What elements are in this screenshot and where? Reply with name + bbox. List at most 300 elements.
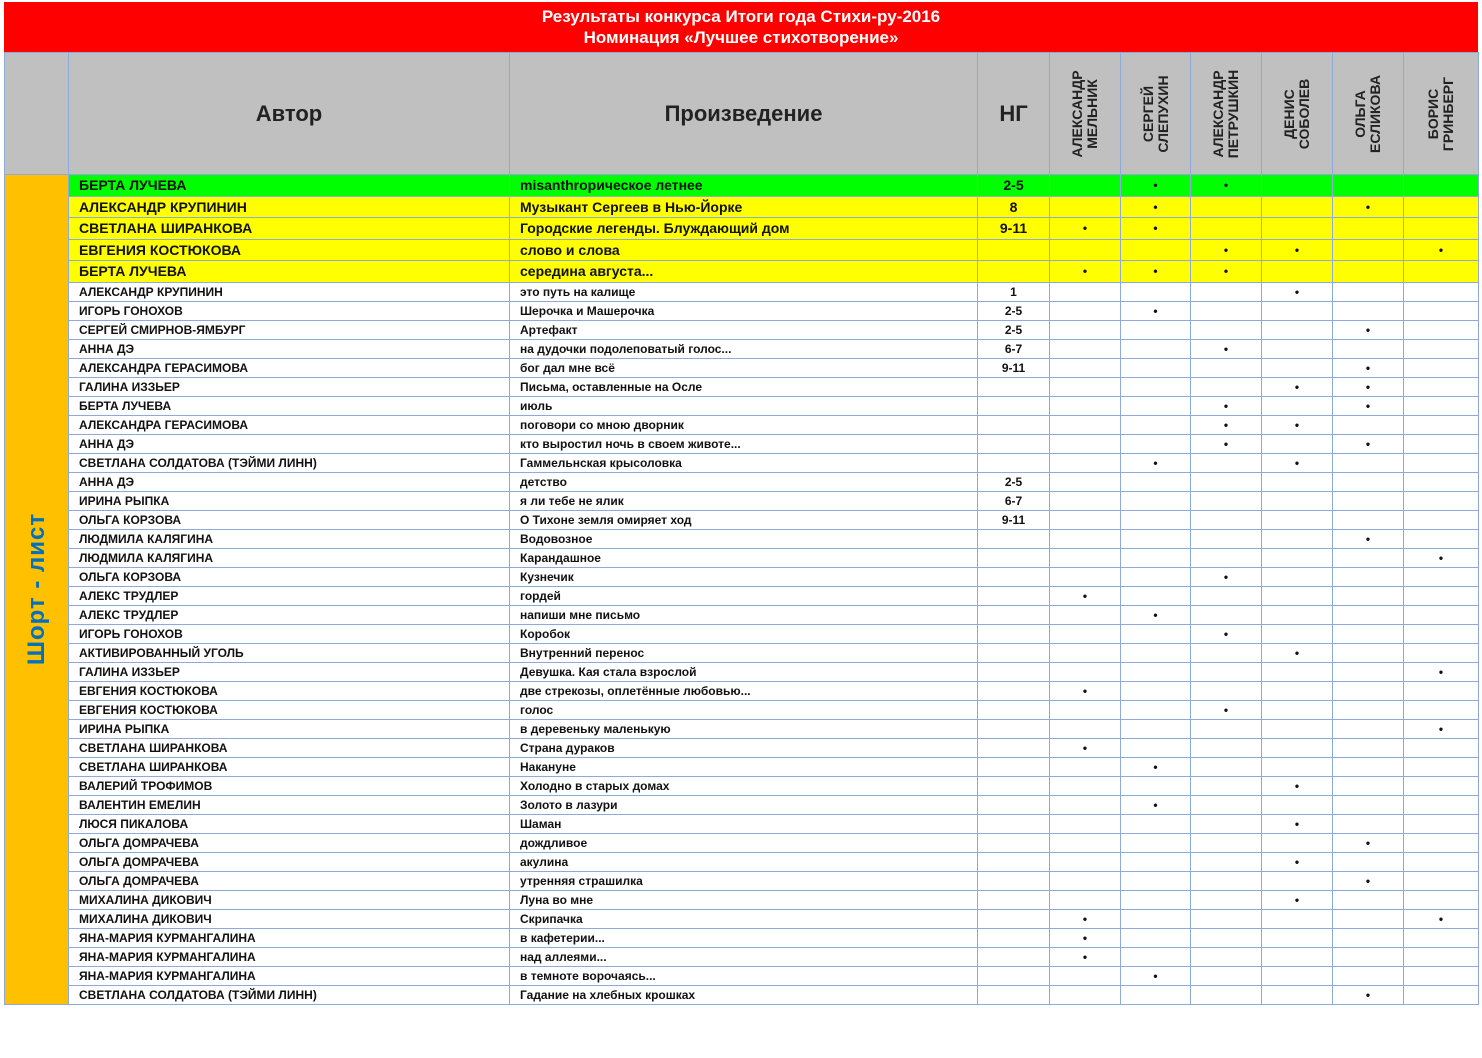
vote-cell-judge-2: •	[1121, 795, 1191, 814]
vote-cell-judge-1	[1050, 871, 1121, 890]
vote-cell-judge-3	[1191, 719, 1262, 738]
vote-cell-judge-5	[1333, 643, 1404, 662]
vote-cell-judge-6	[1404, 491, 1479, 510]
vote-cell-judge-3: •	[1191, 175, 1262, 197]
ng-cell	[978, 548, 1050, 567]
ng-cell	[978, 928, 1050, 947]
vote-cell-judge-2	[1121, 624, 1191, 643]
table-row	[5, 605, 1479, 624]
work-cell: Гаммельнская крысоловка	[510, 453, 978, 472]
table-row	[5, 719, 1479, 738]
work-cell: Луна во мне	[510, 890, 978, 909]
vote-cell-judge-5: •	[1333, 871, 1404, 890]
vote-cell-judge-6	[1404, 453, 1479, 472]
vote-cell-judge-2	[1121, 529, 1191, 548]
ng-cell	[978, 261, 1050, 283]
vote-cell-judge-5	[1333, 700, 1404, 719]
work-cell: Страна дураков	[510, 738, 978, 757]
author-cell: АННА ДЭ	[69, 434, 510, 453]
vote-cell-judge-1	[1050, 548, 1121, 567]
vote-cell-judge-1	[1050, 719, 1121, 738]
vote-cell-judge-4	[1262, 757, 1333, 776]
vote-cell-judge-4: •	[1262, 852, 1333, 871]
ng-cell	[978, 396, 1050, 415]
vote-cell-judge-6	[1404, 339, 1479, 358]
judge-6-last: ГРИНБЕРГ	[1440, 76, 1456, 151]
vote-cell-judge-1	[1050, 510, 1121, 529]
vote-cell-judge-1	[1050, 239, 1121, 261]
author-cell: ИГОРЬ ГОНОХОВ	[69, 301, 510, 320]
vote-cell-judge-2: •	[1121, 966, 1191, 985]
vote-cell-judge-6	[1404, 852, 1479, 871]
vote-cell-judge-3	[1191, 909, 1262, 928]
vote-cell-judge-3	[1191, 890, 1262, 909]
vote-cell-judge-2: •	[1121, 757, 1191, 776]
vote-cell-judge-4	[1262, 548, 1333, 567]
vote-cell-judge-3	[1191, 643, 1262, 662]
table-row	[5, 586, 1479, 605]
vote-cell-judge-6	[1404, 358, 1479, 377]
table-row	[5, 510, 1479, 529]
vote-cell-judge-1	[1050, 833, 1121, 852]
vote-cell-judge-5	[1333, 795, 1404, 814]
vote-cell-judge-5	[1333, 719, 1404, 738]
work-cell: Холодно в старых домах	[510, 776, 978, 795]
author-cell: ОЛЬГА ДОМРАЧЕВА	[69, 833, 510, 852]
vote-cell-judge-6	[1404, 928, 1479, 947]
vote-cell-judge-4	[1262, 738, 1333, 757]
vote-cell-judge-2	[1121, 738, 1191, 757]
vote-cell-judge-6	[1404, 282, 1479, 301]
vote-cell-judge-6	[1404, 947, 1479, 966]
vote-cell-judge-6	[1404, 261, 1479, 283]
table-row	[5, 548, 1479, 567]
work-cell: слово и слова	[510, 239, 978, 261]
work-cell: на дудочки подолеповатый голос...	[510, 339, 978, 358]
work-cell: Водовозное	[510, 529, 978, 548]
vote-cell-judge-2	[1121, 928, 1191, 947]
vote-cell-judge-3	[1191, 985, 1262, 1004]
author-cell: ВАЛЕРИЙ ТРОФИМОВ	[69, 776, 510, 795]
table-row	[5, 491, 1479, 510]
vote-cell-judge-1	[1050, 529, 1121, 548]
ng-cell	[978, 814, 1050, 833]
ng-cell: 9-11	[978, 510, 1050, 529]
vote-cell-judge-1	[1050, 852, 1121, 871]
vote-cell-judge-3: •	[1191, 434, 1262, 453]
work-cell: я ли тебе не ялик	[510, 491, 978, 510]
ng-cell: 9-11	[978, 358, 1050, 377]
author-cell: ОЛЬГА ДОМРАЧЕВА	[69, 852, 510, 871]
ng-cell: 2-5	[978, 320, 1050, 339]
vote-cell-judge-6: •	[1404, 719, 1479, 738]
vote-cell-judge-1	[1050, 175, 1121, 197]
vote-cell-judge-3	[1191, 453, 1262, 472]
vote-cell-judge-6	[1404, 700, 1479, 719]
author-cell: СВЕТЛАНА ШИРАНКОВА	[69, 738, 510, 757]
vote-cell-judge-1: •	[1050, 738, 1121, 757]
vote-cell-judge-4	[1262, 586, 1333, 605]
work-cell: Накануне	[510, 757, 978, 776]
table-row	[5, 472, 1479, 491]
vote-cell-judge-1	[1050, 415, 1121, 434]
vote-cell-judge-6	[1404, 681, 1479, 700]
vote-cell-judge-4	[1262, 662, 1333, 681]
vote-cell-judge-3	[1191, 377, 1262, 396]
vote-cell-judge-3	[1191, 947, 1262, 966]
vote-cell-judge-5	[1333, 757, 1404, 776]
judge-6-first: БОРИС	[1425, 88, 1441, 139]
vote-cell-judge-1	[1050, 985, 1121, 1004]
table-row	[5, 700, 1479, 719]
work-cell: детство	[510, 472, 978, 491]
table-row	[5, 643, 1479, 662]
author-cell: АННА ДЭ	[69, 339, 510, 358]
vote-cell-judge-3	[1191, 586, 1262, 605]
vote-cell-judge-5	[1333, 624, 1404, 643]
vote-cell-judge-3	[1191, 795, 1262, 814]
vote-cell-judge-4: •	[1262, 239, 1333, 261]
table-row	[5, 301, 1479, 320]
vote-cell-judge-5	[1333, 909, 1404, 928]
vote-cell-judge-4	[1262, 396, 1333, 415]
vote-cell-judge-5	[1333, 776, 1404, 795]
vote-cell-judge-5	[1333, 453, 1404, 472]
vote-cell-judge-3	[1191, 738, 1262, 757]
table-row	[5, 662, 1479, 681]
vote-cell-judge-4	[1262, 909, 1333, 928]
vote-cell-judge-6	[1404, 175, 1479, 197]
vote-cell-judge-3	[1191, 301, 1262, 320]
vote-cell-judge-1	[1050, 453, 1121, 472]
vote-cell-judge-5	[1333, 491, 1404, 510]
table-row	[5, 239, 1479, 261]
vote-cell-judge-5	[1333, 738, 1404, 757]
table-row	[5, 757, 1479, 776]
vote-cell-judge-4	[1262, 700, 1333, 719]
table-row	[5, 377, 1479, 396]
work-cell: Скрипачка	[510, 909, 978, 928]
work-cell: напиши мне письмо	[510, 605, 978, 624]
vote-cell-judge-6	[1404, 196, 1479, 218]
vote-cell-judge-3	[1191, 510, 1262, 529]
author-cell: ОЛЬГА ДОМРАЧЕВА	[69, 871, 510, 890]
author-cell: ЕВГЕНИЯ КОСТЮКОВА	[69, 681, 510, 700]
vote-cell-judge-2	[1121, 662, 1191, 681]
table-row	[5, 320, 1479, 339]
vote-cell-judge-5: •	[1333, 529, 1404, 548]
vote-cell-judge-4	[1262, 218, 1333, 240]
vote-cell-judge-2	[1121, 890, 1191, 909]
work-cell: в деревеньку маленькую	[510, 719, 978, 738]
ng-cell: 8	[978, 196, 1050, 218]
vote-cell-judge-2	[1121, 434, 1191, 453]
vote-cell-judge-2	[1121, 320, 1191, 339]
vote-cell-judge-1	[1050, 282, 1121, 301]
author-cell: АННА ДЭ	[69, 472, 510, 491]
vote-cell-judge-6	[1404, 776, 1479, 795]
vote-cell-judge-5	[1333, 282, 1404, 301]
ng-cell	[978, 795, 1050, 814]
work-cell: поговори со мною дворник	[510, 415, 978, 434]
vote-cell-judge-5	[1333, 852, 1404, 871]
judge-4-first: ДЕНИС	[1281, 88, 1297, 139]
vote-cell-judge-1: •	[1050, 909, 1121, 928]
ng-cell	[978, 662, 1050, 681]
vote-cell-judge-5	[1333, 966, 1404, 985]
work-cell: акулина	[510, 852, 978, 871]
shortlist-label-text: Шорт - лист	[22, 513, 50, 666]
vote-cell-judge-1	[1050, 434, 1121, 453]
vote-cell-judge-2	[1121, 681, 1191, 700]
table-row	[5, 814, 1479, 833]
vote-cell-judge-5	[1333, 261, 1404, 283]
author-cell: СВЕТЛАНА СОЛДАТОВА (ТЭЙМИ ЛИНН)	[69, 453, 510, 472]
title-banner	[4, 2, 1478, 52]
ng-cell	[978, 377, 1050, 396]
vote-cell-judge-5	[1333, 814, 1404, 833]
author-cell: ИРИНА РЫПКА	[69, 491, 510, 510]
vote-cell-judge-4	[1262, 196, 1333, 218]
ng-cell: 1	[978, 282, 1050, 301]
vote-cell-judge-2	[1121, 377, 1191, 396]
vote-cell-judge-4	[1262, 358, 1333, 377]
vote-cell-judge-6	[1404, 529, 1479, 548]
vote-cell-judge-5	[1333, 890, 1404, 909]
vote-cell-judge-2	[1121, 339, 1191, 358]
vote-cell-judge-6: •	[1404, 548, 1479, 567]
vote-cell-judge-6	[1404, 795, 1479, 814]
vote-cell-judge-3: •	[1191, 415, 1262, 434]
vote-cell-judge-2	[1121, 491, 1191, 510]
vote-cell-judge-3: •	[1191, 700, 1262, 719]
vote-cell-judge-5	[1333, 605, 1404, 624]
vote-cell-judge-5	[1333, 928, 1404, 947]
vote-cell-judge-2: •	[1121, 301, 1191, 320]
author-cell: ЕВГЕНИЯ КОСТЮКОВА	[69, 239, 510, 261]
vote-cell-judge-6	[1404, 757, 1479, 776]
vote-cell-judge-5	[1333, 218, 1404, 240]
vote-cell-judge-3	[1191, 320, 1262, 339]
author-cell: ЯНА-МАРИЯ КУРМАНГАЛИНА	[69, 966, 510, 985]
ng-cell: 2-5	[978, 472, 1050, 491]
vote-cell-judge-2	[1121, 909, 1191, 928]
vote-cell-judge-5	[1333, 415, 1404, 434]
work-cell: Городские легенды. Блуждающий дом	[510, 218, 978, 240]
vote-cell-judge-3: •	[1191, 339, 1262, 358]
vote-cell-judge-2: •	[1121, 261, 1191, 283]
vote-cell-judge-6	[1404, 738, 1479, 757]
vote-cell-judge-3	[1191, 757, 1262, 776]
judge-4-last: СОБОЛЕВ	[1296, 78, 1312, 149]
vote-cell-judge-3	[1191, 871, 1262, 890]
vote-cell-judge-2	[1121, 510, 1191, 529]
header-ng: НГ	[978, 53, 1050, 175]
vote-cell-judge-3	[1191, 928, 1262, 947]
author-cell: ЕВГЕНИЯ КОСТЮКОВА	[69, 700, 510, 719]
judge-1-first: АЛЕКСАНДР	[1069, 69, 1085, 158]
work-cell: две стрекозы, оплетённые любовью...	[510, 681, 978, 700]
work-cell: Шерочка и Машерочка	[510, 301, 978, 320]
vote-cell-judge-5: •	[1333, 320, 1404, 339]
vote-cell-judge-4	[1262, 434, 1333, 453]
vote-cell-judge-4	[1262, 529, 1333, 548]
vote-cell-judge-3	[1191, 218, 1262, 240]
header-row	[5, 53, 1479, 175]
work-cell: июль	[510, 396, 978, 415]
vote-cell-judge-4	[1262, 320, 1333, 339]
vote-cell-judge-5: •	[1333, 377, 1404, 396]
title-line-1: Результаты конкурса Итоги года Стихи-ру-2016	[541, 7, 941, 26]
work-cell: это путь на калище	[510, 282, 978, 301]
author-cell: АКТИВИРОВАННЫЙ УГОЛЬ	[69, 643, 510, 662]
vote-cell-judge-3	[1191, 776, 1262, 795]
vote-cell-judge-1: •	[1050, 928, 1121, 947]
vote-cell-judge-6	[1404, 624, 1479, 643]
vote-cell-judge-6	[1404, 890, 1479, 909]
vote-cell-judge-3	[1191, 662, 1262, 681]
table-row	[5, 890, 1479, 909]
vote-cell-judge-6: •	[1404, 662, 1479, 681]
vote-cell-judge-4	[1262, 491, 1333, 510]
ng-cell	[978, 529, 1050, 548]
vote-cell-judge-6	[1404, 814, 1479, 833]
vote-cell-judge-6	[1404, 966, 1479, 985]
judge-3-first: АЛЕКСАНДР	[1210, 69, 1226, 158]
vote-cell-judge-2	[1121, 871, 1191, 890]
table-row	[5, 681, 1479, 700]
vote-cell-judge-2	[1121, 985, 1191, 1004]
vote-cell-judge-3	[1191, 529, 1262, 548]
author-cell: БЕРТА ЛУЧЕВА	[69, 396, 510, 415]
vote-cell-judge-1	[1050, 320, 1121, 339]
vote-cell-judge-1	[1050, 339, 1121, 358]
ng-cell	[978, 643, 1050, 662]
vote-cell-judge-1	[1050, 624, 1121, 643]
vote-cell-judge-4	[1262, 605, 1333, 624]
vote-cell-judge-3	[1191, 472, 1262, 491]
ng-cell	[978, 776, 1050, 795]
vote-cell-judge-6	[1404, 510, 1479, 529]
vote-cell-judge-1: •	[1050, 947, 1121, 966]
vote-cell-judge-4	[1262, 947, 1333, 966]
vote-cell-judge-5	[1333, 472, 1404, 491]
ng-cell	[978, 567, 1050, 586]
vote-cell-judge-5	[1333, 567, 1404, 586]
table-row	[5, 833, 1479, 852]
table-row	[5, 339, 1479, 358]
work-cell: в темноте ворочаясь...	[510, 966, 978, 985]
vote-cell-judge-1: •	[1050, 586, 1121, 605]
vote-cell-judge-3	[1191, 282, 1262, 301]
work-cell: утренняя страшилка	[510, 871, 978, 890]
vote-cell-judge-6	[1404, 415, 1479, 434]
vote-cell-judge-1	[1050, 567, 1121, 586]
author-cell: СВЕТЛАНА СОЛДАТОВА (ТЭЙМИ ЛИНН)	[69, 985, 510, 1004]
ng-cell	[978, 871, 1050, 890]
table-row	[5, 434, 1479, 453]
vote-cell-judge-6	[1404, 377, 1479, 396]
vote-cell-judge-4	[1262, 624, 1333, 643]
work-cell: бог дал мне всё	[510, 358, 978, 377]
ng-cell: 9-11	[978, 218, 1050, 240]
vote-cell-judge-2	[1121, 719, 1191, 738]
header-judge-1	[1050, 53, 1121, 175]
vote-cell-judge-5	[1333, 239, 1404, 261]
vote-cell-judge-4: •	[1262, 643, 1333, 662]
vote-cell-judge-1	[1050, 643, 1121, 662]
vote-cell-judge-3: •	[1191, 567, 1262, 586]
vote-cell-judge-6	[1404, 434, 1479, 453]
vote-cell-judge-4	[1262, 301, 1333, 320]
table-row	[5, 776, 1479, 795]
judge-2-first: СЕРГЕЙ	[1139, 85, 1156, 142]
vote-cell-judge-5	[1333, 301, 1404, 320]
vote-cell-judge-4: •	[1262, 282, 1333, 301]
table-row	[5, 795, 1479, 814]
vote-cell-judge-3: •	[1191, 396, 1262, 415]
vote-cell-judge-5	[1333, 175, 1404, 197]
vote-cell-judge-2: •	[1121, 453, 1191, 472]
work-cell: Девушка. Кая стала взрослой	[510, 662, 978, 681]
vote-cell-judge-3: •	[1191, 624, 1262, 643]
vote-cell-judge-5	[1333, 339, 1404, 358]
author-cell: ЯНА-МАРИЯ КУРМАНГАЛИНА	[69, 947, 510, 966]
vote-cell-judge-4: •	[1262, 377, 1333, 396]
header-judge-6	[1404, 53, 1479, 175]
vote-cell-judge-3	[1191, 196, 1262, 218]
work-cell: Артефакт	[510, 320, 978, 339]
vote-cell-judge-1	[1050, 776, 1121, 795]
author-cell: АЛЕКСАНДРА ГЕРАСИМОВА	[69, 415, 510, 434]
ng-cell	[978, 852, 1050, 871]
ng-cell	[978, 605, 1050, 624]
vote-cell-judge-2	[1121, 567, 1191, 586]
author-cell: АЛЕКСАНДРА ГЕРАСИМОВА	[69, 358, 510, 377]
vote-cell-judge-2: •	[1121, 218, 1191, 240]
vote-cell-judge-2	[1121, 776, 1191, 795]
vote-cell-judge-4: •	[1262, 814, 1333, 833]
author-cell: ЛЮДМИЛА КАЛЯГИНА	[69, 548, 510, 567]
work-cell: Гадание на хлебных крошках	[510, 985, 978, 1004]
author-cell: АЛЕКСАНДР КРУПИНИН	[69, 196, 510, 218]
table-row	[5, 453, 1479, 472]
ng-cell: 6-7	[978, 491, 1050, 510]
table-row	[5, 871, 1479, 890]
vote-cell-judge-4	[1262, 871, 1333, 890]
work-cell: Музыкант Сергеев в Нью-Йорке	[510, 196, 978, 218]
table-row	[5, 909, 1479, 928]
vote-cell-judge-2	[1121, 833, 1191, 852]
vote-cell-judge-1: •	[1050, 681, 1121, 700]
vote-cell-judge-2	[1121, 472, 1191, 491]
author-cell: БЕРТА ЛУЧЕВА	[69, 261, 510, 283]
vote-cell-judge-2	[1121, 586, 1191, 605]
author-cell: СЕРГЕЙ СМИРНОВ-ЯМБУРГ	[69, 320, 510, 339]
vote-cell-judge-4	[1262, 510, 1333, 529]
ng-cell	[978, 719, 1050, 738]
work-cell: Карандашное	[510, 548, 978, 567]
vote-cell-judge-2	[1121, 548, 1191, 567]
vote-cell-judge-4	[1262, 175, 1333, 197]
work-cell: голос	[510, 700, 978, 719]
ng-cell	[978, 890, 1050, 909]
author-cell: ИРИНА РЫПКА	[69, 719, 510, 738]
vote-cell-judge-5	[1333, 947, 1404, 966]
author-cell: ОЛЬГА КОРЗОВА	[69, 567, 510, 586]
vote-cell-judge-6	[1404, 320, 1479, 339]
ng-cell	[978, 624, 1050, 643]
